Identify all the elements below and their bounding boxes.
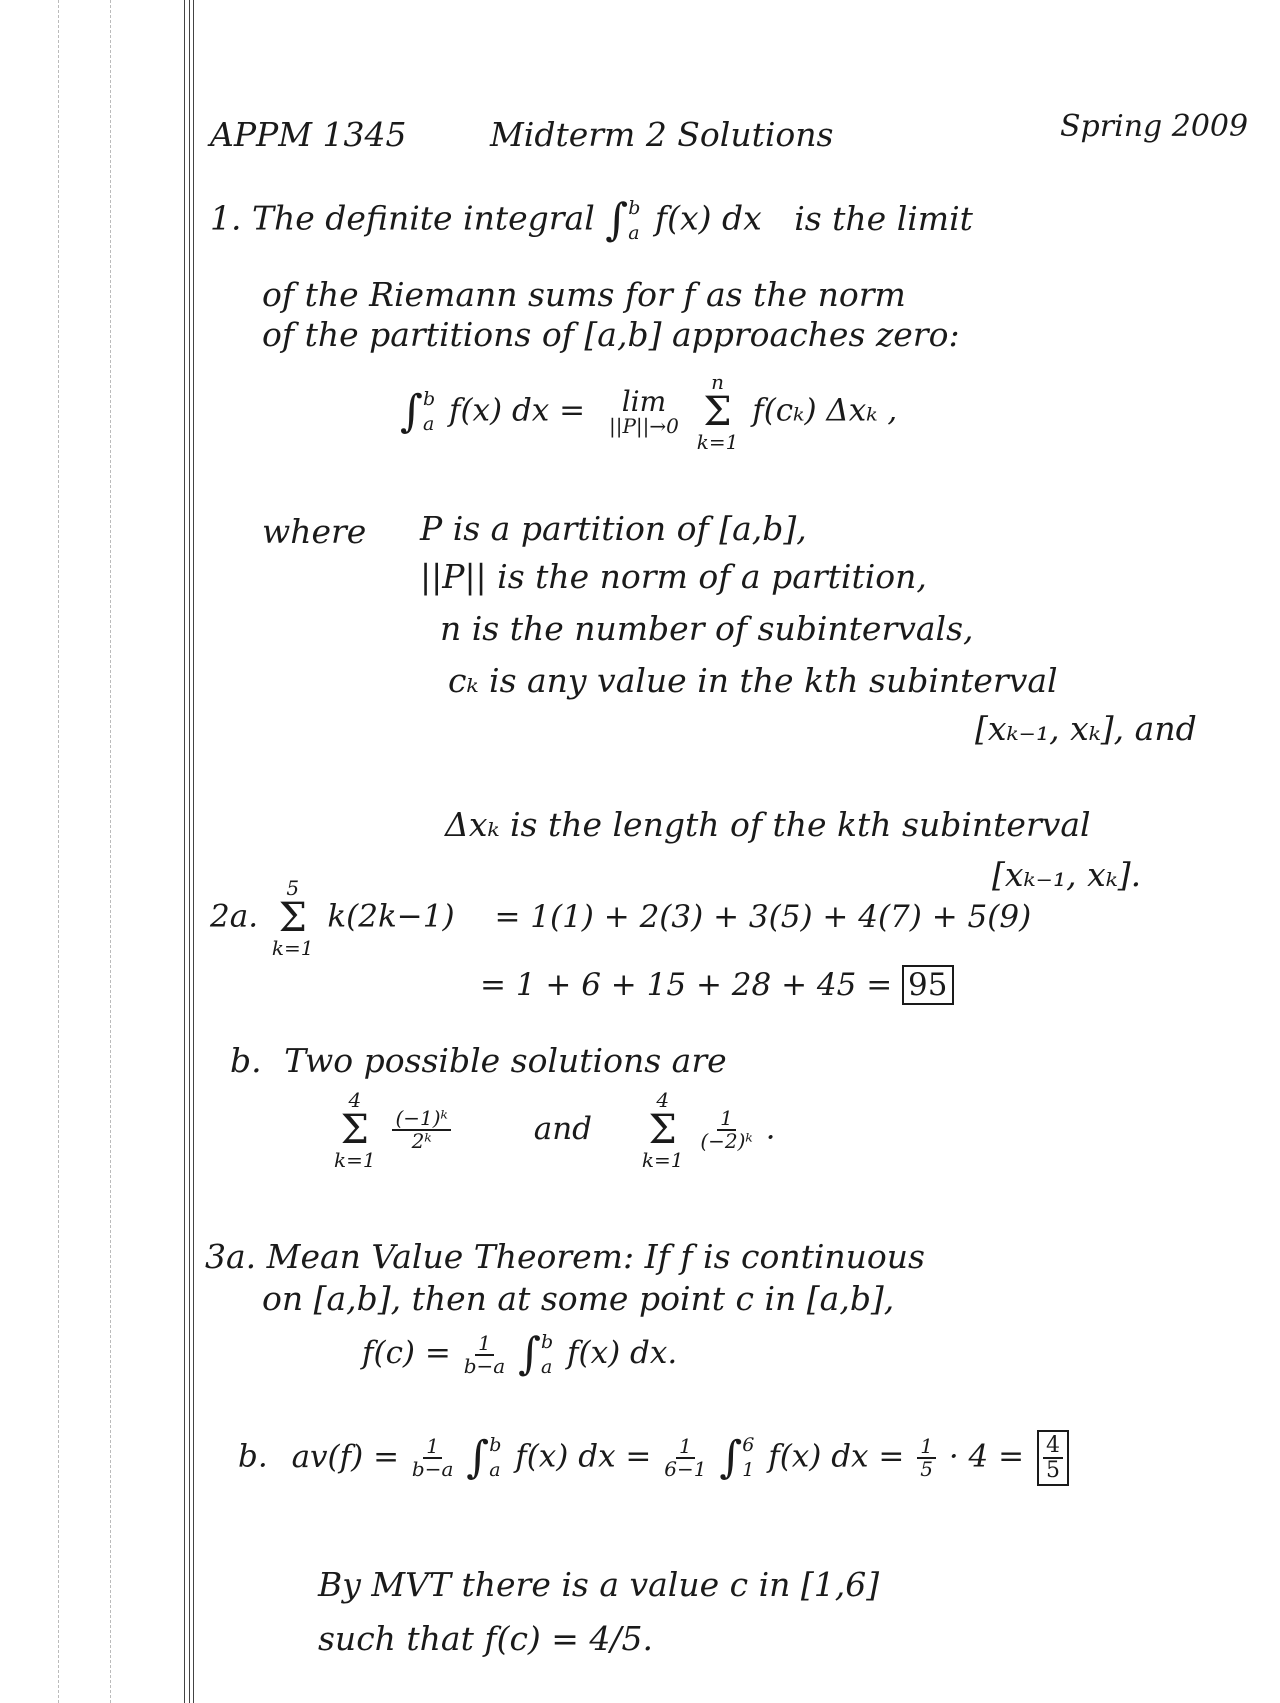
q3a-equation <box>362 1330 677 1379</box>
lower-limit: a <box>489 1459 501 1482</box>
frac-denominator: (−2)ᵏ <box>700 1129 753 1153</box>
q3b-label: b. <box>238 1438 268 1475</box>
frac-denominator: b−a <box>411 1457 454 1482</box>
upper-limit: 6 <box>742 1434 755 1457</box>
q1-text-b: f(x) dx <box>654 198 762 238</box>
def-ck-interval: [xₖ₋₁, xₖ], and <box>975 709 1197 748</box>
margin-rule <box>184 0 185 1703</box>
q2b-text: Two possible solutions are <box>284 1041 727 1080</box>
q3b-equation <box>238 1430 1072 1486</box>
sum-bottom: k=1 <box>334 1148 376 1172</box>
def-n: n is the number of subintervals, <box>440 609 974 648</box>
sum-top: 4 <box>656 1088 670 1112</box>
def-norm: ||P|| is the norm of a partition, <box>420 557 927 596</box>
q2a-label: 2a. <box>210 898 259 935</box>
q2a-answer-box: 95 <box>902 965 953 1005</box>
integral-sign: ∫ <box>466 1432 490 1484</box>
q2a-expansion: = 1(1) + 2(3) + 3(5) + 4(7) + 5(9) <box>494 898 1032 935</box>
upper-limit: b <box>422 388 436 411</box>
q2b-solutions <box>330 1090 775 1170</box>
q3b-conclusion-2: such that f(c) = 4/5. <box>318 1619 654 1658</box>
sum-top: n <box>711 370 724 394</box>
q3a-line2: on [a,b], then at some point c in [a,b], <box>262 1279 895 1318</box>
q3a-eq-lhs: f(c) = <box>362 1335 451 1372</box>
def-partition: P is a partition of [a,b], <box>420 509 807 548</box>
sum-bottom: k=1 <box>271 936 314 960</box>
q1-text-a: The definite integral <box>252 198 595 238</box>
integral-sign: ∫ <box>518 1328 541 1380</box>
frac-numerator: (−1)ᵏ <box>392 1108 450 1131</box>
q3b-answer-box <box>1037 1430 1069 1486</box>
q3b-lhs: av(f) = <box>291 1438 400 1475</box>
q3b-mid3: · 4 = <box>948 1438 1025 1475</box>
scan-dotted-line <box>58 0 59 1703</box>
q3a-mvt-statement: Mean Value Theorem: If f is continuous <box>266 1237 925 1276</box>
lower-limit: a <box>422 413 435 435</box>
upper-limit: b <box>541 1331 554 1353</box>
scan-dotted-line <box>110 0 111 1703</box>
q2b-line1 <box>230 1041 727 1080</box>
def-dxk-interval: [xₖ₋₁, xₖ]. <box>992 855 1142 894</box>
q1-line1 <box>210 196 973 245</box>
def-dxk: Δxₖ is the length of the kth subinterval <box>445 805 1091 844</box>
frac-numerator: 1 <box>676 1436 695 1459</box>
exam-term: Spring 2009 <box>1060 109 1249 144</box>
q3b-conclusion-1: By MVT there is a value c in [1,6] <box>318 1565 880 1604</box>
frac-numerator: 1 <box>475 1333 494 1356</box>
def-ck: cₖ is any value in the kth subinterval <box>448 661 1058 700</box>
exam-title: Midterm 2 Solutions <box>490 115 834 154</box>
upper-limit: b <box>628 197 641 219</box>
sum-top: 4 <box>348 1088 362 1112</box>
sigma-icon: Σ <box>278 895 307 941</box>
q3a-eq-rhs: f(x) dx. <box>567 1335 678 1372</box>
q3a-label: 3a. <box>205 1237 257 1276</box>
sigma-icon: Σ <box>648 1107 677 1153</box>
frac-numerator: 1 <box>717 1108 736 1131</box>
q2a-sum-terms: = 1 + 6 + 15 + 28 + 45 = <box>480 967 893 1003</box>
q1-text-c: is the limit <box>794 198 973 238</box>
frac-denominator: 2ᵏ <box>411 1129 432 1153</box>
q2b-and: and <box>533 1110 593 1147</box>
q3b-mid2: f(x) dx = <box>768 1438 905 1475</box>
q3b-mid1: f(x) dx = <box>515 1438 652 1475</box>
eq-lhs: f(x) dx = <box>448 392 586 429</box>
frac-denominator: 5 <box>920 1457 933 1482</box>
frac-denominator: 6−1 <box>664 1457 707 1482</box>
integral-sign: ∫ <box>605 194 629 246</box>
sum-bottom: k=1 <box>641 1148 684 1172</box>
margin-rule <box>189 0 190 1703</box>
frac-numerator: 1 <box>423 1436 442 1459</box>
sigma-icon: Σ <box>340 1107 369 1153</box>
integral-sign: ∫ <box>400 386 423 437</box>
lim-subscript: ||P||→0 <box>608 414 679 438</box>
sigma-icon: Σ <box>703 389 732 435</box>
sum-top: 5 <box>286 876 300 900</box>
lower-limit: a <box>628 221 640 244</box>
frac-numerator: 4 <box>1043 1434 1063 1459</box>
eq-rhs: f(cₖ) Δxₖ , <box>752 392 898 429</box>
q1-line2: of the Riemann sums for f as the norm <box>262 275 906 314</box>
frac-denominator: 5 <box>1045 1458 1060 1484</box>
lower-limit: 1 <box>742 1459 755 1482</box>
frac-denominator: b−a <box>463 1353 506 1378</box>
where-label: where <box>262 512 367 551</box>
q2b-label: b. <box>230 1041 262 1080</box>
q2b-end: . <box>765 1110 776 1147</box>
integral-sign: ∫ <box>719 1432 743 1484</box>
q2a-line1 <box>210 878 1031 958</box>
q1-line3: of the partitions of [a,b] approaches zero: <box>262 315 960 354</box>
q1-label: 1. <box>210 198 242 238</box>
lim-word: lim <box>621 385 667 418</box>
frac-numerator: 1 <box>917 1436 936 1459</box>
course-code: APPM 1345 <box>210 115 407 154</box>
sum-bottom: k=1 <box>696 430 739 454</box>
q3a-line1 <box>205 1237 925 1276</box>
margin-rule <box>193 0 194 1703</box>
lower-limit: a <box>541 1355 553 1378</box>
upper-limit: b <box>489 1434 502 1457</box>
q2a-expr: k(2k−1) <box>327 898 455 935</box>
riemann-equation <box>400 372 897 452</box>
q2a-line2 <box>480 967 954 1003</box>
